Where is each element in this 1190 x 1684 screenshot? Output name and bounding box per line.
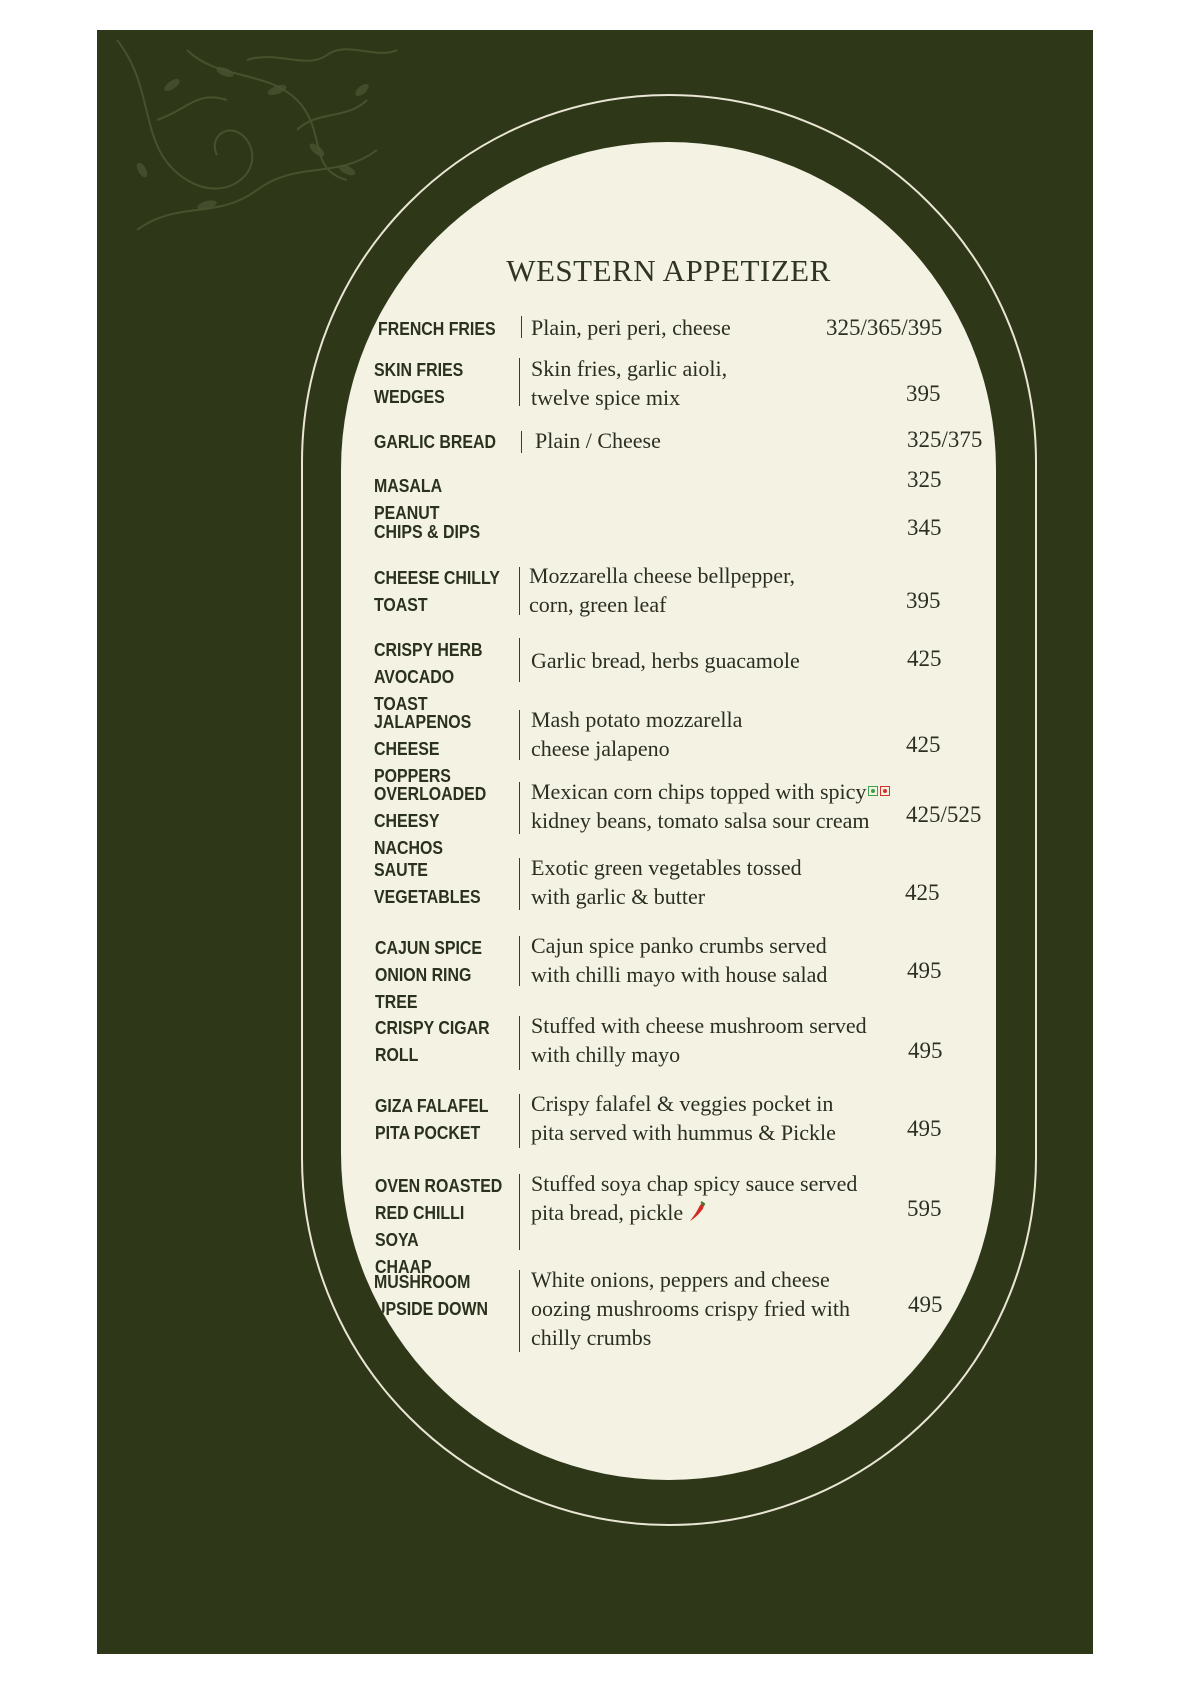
menu-oval: [341, 142, 996, 1480]
item-description: Plain, peri peri, cheese: [531, 315, 731, 340]
item-description: Stuffed with cheese mushroom served with chilly mayo: [531, 1013, 867, 1067]
item-name: FRENCH FRIES: [378, 318, 496, 339]
menu-page: [97, 30, 1093, 1654]
item-name: SKIN FRIES WEDGES: [374, 359, 464, 407]
item-price: 345: [907, 515, 942, 540]
item-name: MUSHROOM UPSIDE DOWN: [374, 1271, 489, 1319]
item-price: 425: [906, 732, 941, 757]
item-description: White onions, peppers and cheese oozing mushrooms crispy fried with chilly crumbs: [531, 1267, 850, 1350]
item-name: CRISPY HERB AVOCADO TOAST: [374, 639, 483, 714]
item-price: 495: [908, 1292, 943, 1317]
divider: [519, 1174, 520, 1250]
item-price: 395: [906, 381, 941, 406]
item-name: JALAPENOS CHEESE POPPERS: [374, 711, 472, 786]
floral-ornament: [97, 30, 417, 260]
item-description: Cajun spice panko crumbs served with chilli mayo with house salad: [531, 933, 828, 987]
item-description: Plain / Cheese: [535, 428, 661, 453]
divider: [519, 1016, 520, 1070]
item-name: CHEESE CHILLY TOAST: [374, 567, 500, 615]
divider: [519, 358, 520, 406]
divider: [519, 638, 520, 682]
item-name: GARLIC BREAD: [374, 431, 496, 452]
item-price: 595: [907, 1196, 942, 1221]
divider: [521, 431, 522, 453]
item-name: CAJUN SPICE ONION RING TREE: [375, 937, 482, 1012]
item-price: 425/525: [906, 802, 982, 827]
section-title: WESTERN APPETIZER: [506, 253, 831, 288]
item-description: Mash potato mozzarella cheese jalapeno: [531, 707, 743, 761]
item-price: 325: [907, 467, 942, 492]
divider: [519, 710, 520, 760]
item-description: [531, 777, 911, 835]
item-name: MASALA PEANUT: [374, 475, 442, 523]
divider: [521, 316, 522, 338]
item-price: 425: [907, 646, 942, 671]
item-description: Skin fries, garlic aioli, twelve spice mix: [531, 356, 728, 410]
item-price: 325/365/395: [826, 315, 943, 340]
item-description-line2: pita bread, pickle: [531, 1200, 684, 1225]
divider: [519, 782, 520, 834]
item-name: GIZA FALAFEL PITA POCKET: [375, 1095, 489, 1143]
item-price: 325/375: [907, 427, 983, 452]
item-description: Mozzarella cheese bellpepper, corn, green leaf: [529, 563, 796, 617]
item-price: 495: [908, 1038, 943, 1063]
divider: [519, 567, 520, 615]
divider: [519, 1270, 520, 1352]
divider: [519, 936, 520, 986]
item-description: Crispy falafel & veggies pocket in pita served with hummus & Pickle: [531, 1091, 836, 1145]
item-name: OVERLOADED CHEESY NACHOS: [374, 783, 487, 858]
item-name: OVEN ROASTED RED CHILLI SOYA CHAAP: [375, 1175, 503, 1277]
item-name: SAUTE VEGETABLES: [374, 859, 481, 907]
item-price: 495: [907, 1116, 942, 1141]
chilli-icon: [687, 1201, 707, 1223]
item-description: Exotic green vegetables tossed with garlic & butter: [531, 855, 802, 909]
item-description: [531, 1169, 911, 1227]
item-name: CHIPS & DIPS: [374, 521, 481, 542]
item-price: 495: [907, 958, 942, 983]
non-veg-icon: [880, 786, 890, 796]
item-description: Garlic bread, herbs guacamole: [531, 648, 800, 673]
item-price: 395: [906, 588, 941, 613]
divider: [519, 858, 520, 910]
item-description-line2: kidney beans, tomato salsa sour cream: [531, 808, 870, 833]
divider: [519, 1094, 520, 1148]
item-name: CRISPY CIGAR ROLL: [375, 1017, 490, 1065]
veg-icon: [868, 786, 878, 796]
item-description-line1: Mexican corn chips topped with spicy: [531, 779, 867, 804]
item-description-line1: Stuffed soya chap spicy sauce served: [531, 1171, 858, 1196]
item-price: 425: [905, 880, 940, 905]
